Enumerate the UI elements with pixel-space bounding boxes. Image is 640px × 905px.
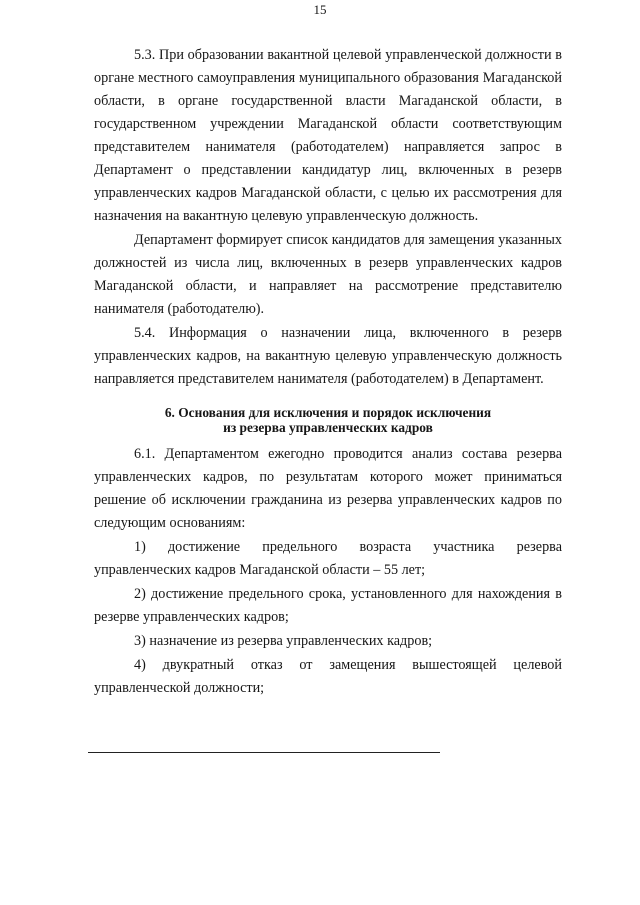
paragraph-6-1: 6.1. Департаментом ежегодно проводится анализ состава резерва управленческих кадров, по результатам которого может приниматься решение об исключении гражданина из резерва управленческих кадров по следующим основаниям: — [94, 446, 562, 531]
page-number: 15 — [313, 2, 327, 17]
document-body — [94, 44, 562, 700]
paragraph-5-3: 5.3. При образовании вакантной целевой управленческой должности в органе местного самоуправления муниципального образования Магаданской области, в органе государственной власти Магаданской области, в государственном учреждении Магаданской области соответствующим представителем нанимателя (работодателем) направляется запрос в Департамент о представлении кандидатур лиц, включенных в резерв управленческих кадров Магаданской области, с целью их рассмотрения для назначения на вакантную целевую управленческую должность. — [94, 47, 562, 224]
section-heading — [94, 405, 562, 435]
paragraph-department-list: Департамент формирует список кандидатов для замещения указанных должностей из числа лиц, включенных в резерв управленческих кадров Магаданской области, и направляет на рассмотрение представителю нанимателя (работодателю). — [94, 232, 562, 317]
list-item-4: 4) двукратный отказ от замещения вышестоящей целевой управленческой должности; — [94, 657, 562, 696]
section-heading-line-1: 6. Основания для исключения и порядок исключения — [164, 405, 492, 420]
paragraph-5-4: 5.4. Информация о назначении лица, включенного в резерв управленческих кадров, на вакантную целевую управленческую должность направляется представителем нанимателя (работодателем) в Департамент. — [94, 325, 562, 387]
list-item-2: 2) достижение предельного срока, установленного для нахождения в резерве управленческих кадров; — [94, 586, 562, 625]
footer-divider — [88, 752, 440, 753]
list-item-3: 3) назначение из резерва управленческих кадров; — [134, 633, 433, 649]
section-heading-line-2: из резерва управленческих кадров — [223, 420, 433, 435]
list-item-1: 1) достижение предельного возраста участника резерва управленческих кадров Магаданской области – 55 лет; — [94, 539, 562, 578]
